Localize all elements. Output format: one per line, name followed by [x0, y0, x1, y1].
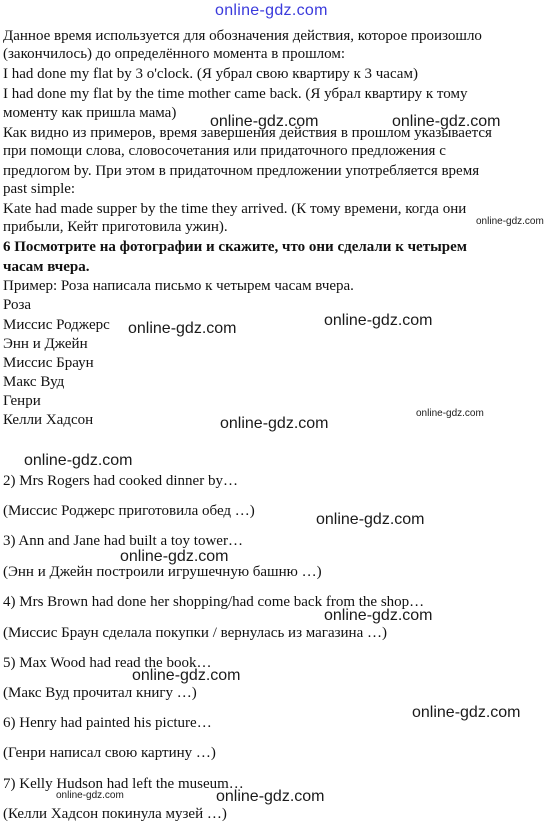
watermark: online-gdz.com — [324, 607, 433, 624]
answer-english: 3) Ann and Jane had built a toy tower… — [3, 533, 243, 549]
text-line: past simple: — [3, 181, 76, 197]
text-line: прибыли, Кейт приготовила ужин). — [3, 219, 228, 235]
text-line: при помощи слова, словосочетания или придаточного предложения с — [3, 143, 446, 159]
answer-english: 7) Kelly Hudson had left the museum… — [3, 776, 244, 792]
answer-english: 6) Henry had painted his picture… — [3, 715, 212, 731]
text-line: моменту как пришла мама) — [3, 105, 177, 121]
watermark: online-gdz.com — [392, 113, 501, 130]
header-watermark: online-gdz.com — [215, 2, 328, 19]
name-item: Генри — [3, 393, 41, 409]
task-example: Пример: Роза написала письмо к четырем часам вчера. — [3, 278, 354, 294]
name-item: Келли Хадсон — [3, 412, 94, 428]
text-line: I had done my flat by the time mother came back. (Я убрал квартиру к тому — [3, 86, 468, 102]
watermark: online-gdz.com — [416, 408, 484, 419]
answer-english: 4) Mrs Brown had done her shopping/had come back from the shop… — [3, 594, 425, 610]
answer-russian: (Миссис Роджерс приготовила обед …) — [3, 503, 255, 519]
text-line: Как видно из примеров, время завершения действия в прошлом указывается — [3, 125, 492, 141]
name-item: Миссис Браун — [3, 355, 94, 371]
answer-russian: (Миссис Браун сделала покупки / вернулась из магазина …) — [3, 625, 387, 641]
text-line: предлогом by. При этом в придаточном предложении употребляется время — [3, 163, 480, 179]
watermark: online-gdz.com — [56, 790, 124, 801]
name-item: Миссис Роджерс — [3, 317, 110, 333]
watermark: online-gdz.com — [132, 667, 241, 684]
name-item: Роза — [3, 297, 32, 313]
text-line: Kate had made supper by the time they arrived. (К тому времени, когда они — [3, 201, 467, 217]
task-heading: 6 Посмотрите на фотографии и скажите, что они сделали к четырем — [3, 239, 468, 255]
watermark: online-gdz.com — [220, 415, 329, 432]
task-heading: часам вчера. — [3, 259, 90, 275]
answer-russian: (Генри написал свою картину …) — [3, 745, 216, 761]
watermark: online-gdz.com — [24, 452, 133, 469]
answer-english: 5) Max Wood had read the book… — [3, 655, 212, 671]
answer-russian: (Макс Вуд прочитал книгу …) — [3, 685, 197, 701]
watermark: online-gdz.com — [412, 704, 521, 721]
text-line: (закончилось) до определённого момента в прошлом: — [3, 46, 345, 62]
answer-russian: (Энн и Джейн построили игрушечную башню …) — [3, 564, 322, 580]
name-item: Энн и Джейн — [3, 336, 88, 352]
watermark: online-gdz.com — [316, 511, 425, 528]
name-item: Макс Вуд — [3, 374, 65, 390]
watermark: online-gdz.com — [128, 320, 237, 337]
answer-russian: (Келли Хадсон покинула музей …) — [3, 806, 227, 822]
watermark: online-gdz.com — [210, 113, 319, 130]
watermark: online-gdz.com — [324, 312, 433, 329]
watermark: online-gdz.com — [476, 216, 544, 227]
watermark: online-gdz.com — [216, 788, 325, 805]
text-line: I had done my flat by 3 o'clock. (Я убрал свою квартиру к 3 часам) — [3, 66, 418, 82]
text-line: Данное время используется для обозначения действия, которое произошло — [3, 28, 482, 44]
answer-english: 2) Mrs Rogers had cooked dinner by… — [3, 473, 238, 489]
watermark: online-gdz.com — [120, 548, 229, 565]
